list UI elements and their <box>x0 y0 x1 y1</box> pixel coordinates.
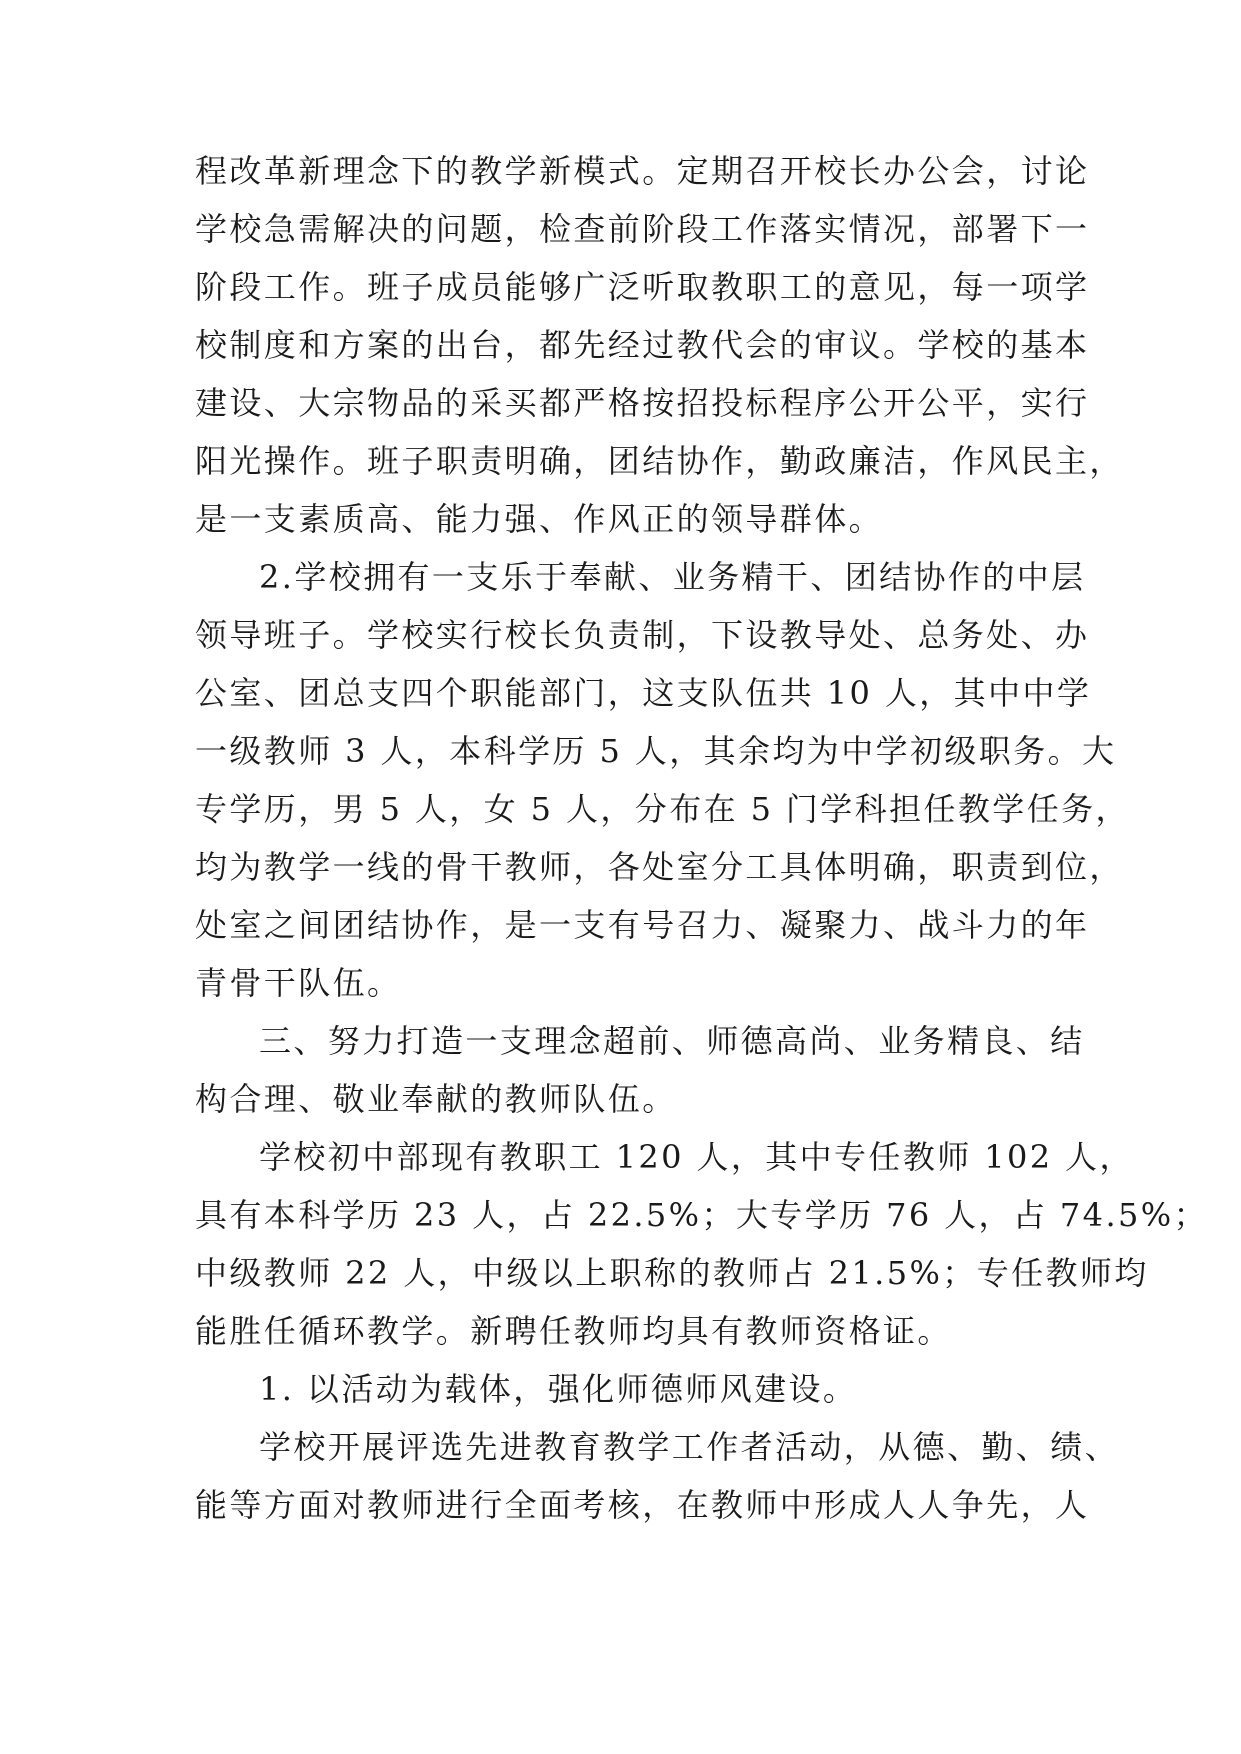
paragraph-start-line: 2.学校拥有一支乐于奉献、业务精干、团结协作的中层 <box>259 558 1086 596</box>
text-line: 阳光操作。班子职责明确，团结协作，勤政廉洁，作风民主， <box>195 442 1124 480</box>
text-line: 建设、大宗物品的采买都严格按招投标程序公开公平，实行 <box>195 384 1090 422</box>
text-line: 能胜任循环教学。新聘任教师均具有教师资格证。 <box>195 1312 952 1350</box>
text-line: 学校急需解决的问题，检查前阶段工作落实情况，部署下一 <box>195 210 1090 248</box>
text-line: 青骨干队伍。 <box>195 964 402 1002</box>
text-line: 校制度和方案的出台，都先经过教代会的审议。学校的基本 <box>195 326 1090 364</box>
text-line: 程改革新理念下的教学新模式。定期召开校长办公会，讨论 <box>195 152 1090 190</box>
text-line: 专学历，男 5 人，女 5 人，分布在 5 门学科担任教学任务， <box>195 790 1130 828</box>
paragraph-start-line: 学校初中部现有教职工 120 人，其中专任教师 102 人， <box>259 1138 1134 1176</box>
section-heading-line: 三、努力打造一支理念超前、师德高尚、业务精良、结 <box>259 1022 1085 1060</box>
text-line: 具有本科学历 23 人，占 22.5%；大专学历 76 人，占 74.5%； <box>195 1196 1208 1234</box>
paragraph-start-line: 学校开展评选先进教育教学工作者活动，从德、勤、绩、 <box>259 1428 1120 1466</box>
text-line: 能等方面对教师进行全面考核，在教师中形成人人争先，人 <box>195 1486 1090 1524</box>
section-heading-line: 构合理、敬业奉献的教师队伍。 <box>195 1080 677 1118</box>
text-line: 公室、团总支四个职能部门，这支队伍共 10 人，其中中学 <box>195 674 1092 712</box>
text-line: 中级教师 22 人，中级以上职称的教师占 21.5%；专任教师均 <box>195 1254 1149 1292</box>
text-line: 均为教学一线的骨干教师，各处室分工具体明确，职责到位， <box>195 848 1124 886</box>
text-line: 处室之间团结协作，是一支有号召力、凝聚力、战斗力的年 <box>195 906 1090 944</box>
subheading-line: 1. 以活动为载体，强化师德师风建设。 <box>259 1370 858 1408</box>
text-line: 是一支素质高、能力强、作风正的领导群体。 <box>195 500 884 538</box>
text-line: 一级教师 3 人，本科学历 5 人，其余均为中学初级职务。大 <box>195 732 1117 770</box>
text-line: 阶段工作。班子成员能够广泛听取教职工的意见，每一项学 <box>195 268 1090 306</box>
text-line: 领导班子。学校实行校长负责制，下设教导处、总务处、办 <box>195 616 1090 654</box>
